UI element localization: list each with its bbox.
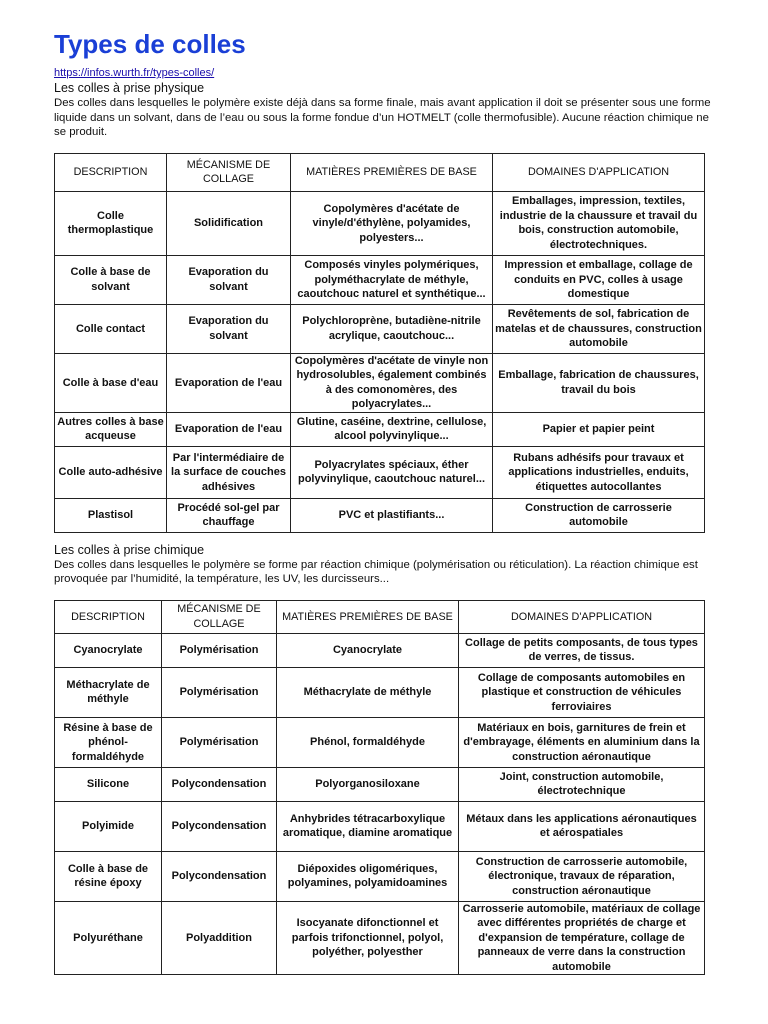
table-cell: Polymérisation — [162, 717, 277, 767]
table-cell: Collage de composants automobiles en plastique et construction de véhicules ferroviaires — [459, 667, 705, 717]
table-cell: Colle auto-adhésive — [55, 446, 167, 498]
table-cell: Polyacrylates spéciaux, éther polyvinylique, caoutchouc naturel... — [291, 446, 493, 498]
table-row — [55, 304, 705, 353]
table-cell: Colle thermoplastique — [55, 191, 167, 255]
table-cell: Impression et emballage, collage de conduits en PVC, colles à usage domestique — [493, 255, 705, 304]
table-cell: Copolymères d'acétate de vinyle non hydrosolubles, également combinés à des comonomères, des polyacrylates... — [291, 353, 493, 412]
table-cell: Carrosserie automobile, matériaux de collage avec différentes propriétés de charge et d'expansion de température, collage de panneaux de verre dans la construction automobile — [459, 901, 705, 975]
table-cell: Construction de carrosserie automobile — [493, 498, 705, 532]
table-cell: Joint, construction automobile, électrotechnique — [459, 767, 705, 801]
section-chemical-text: Des colles dans lesquelles le polymère se forme par réaction chimique (polymérisation ou réticulation). La réaction chimique est provoquée par l’humidité, la température, les UV, les durcisseurs... — [54, 558, 698, 586]
table-cell: Isocyanate difonctionnel et parfois trifonctionnel, polyol, polyéther, polyesther — [277, 901, 459, 975]
table-cell: Procédé sol-gel par chauffage — [167, 498, 291, 532]
table-row — [55, 667, 705, 717]
column-header: DESCRIPTION — [55, 153, 167, 191]
source-link[interactable]: https://infos.wurth.fr/types-colles/ — [54, 67, 215, 79]
table-cell: Rubans adhésifs pour travaux et applications industrielles, enduits, étiquettes autocollantes — [493, 446, 705, 498]
table-cell: Cyanocrylate — [55, 633, 162, 667]
column-header: MÉCANISME DE COLLAGE — [167, 153, 291, 191]
table-cell: Evaporation de l'eau — [167, 353, 291, 412]
table-cell: Diépoxides oligomériques, polyamines, polyamidoamines — [277, 851, 459, 901]
table-cell: Polymérisation — [162, 667, 277, 717]
table-row — [55, 353, 705, 412]
table-cell: Colle à base d'eau — [55, 353, 167, 412]
table-cell: Méthacrylate de méthyle — [277, 667, 459, 717]
table-cell: Evaporation de l'eau — [167, 412, 291, 446]
table-row — [55, 446, 705, 498]
table-cell: Polyorganosiloxane — [277, 767, 459, 801]
table-cell: Polycondensation — [162, 767, 277, 801]
table-cell: Composés vinyles polymériques, polyméthacrylate de méthyle, caoutchouc naturel et synthétique... — [291, 255, 493, 304]
table-row — [55, 767, 705, 801]
table-cell: Phénol, formaldéhyde — [277, 717, 459, 767]
table-cell: Emballages, impression, textiles, industrie de la chaussure et travail du bois, construction automobile, électrotechniques. — [493, 191, 705, 255]
table-cell: Colle contact — [55, 304, 167, 353]
column-header: MÉCANISME DE COLLAGE — [162, 600, 277, 633]
table-cell: PVC et plastifiants... — [291, 498, 493, 532]
table-cell: Plastisol — [55, 498, 167, 532]
table-row — [55, 498, 705, 532]
section-physical-text: Des colles dans lesquelles le polymère existe déjà dans sa forme finale, mais avant application il doit se présenter sous une forme liquide dans un solvant, dans de l’eau ou sous la forme fondue d’un HOTMELT (colle thermofusible). Aucune réaction chimique ne se produit. — [54, 97, 711, 139]
table-cell: Evaporation du solvant — [167, 255, 291, 304]
table-cell: Evaporation du solvant — [167, 304, 291, 353]
table-cell: Glutine, caséine, dextrine, cellulose, alcool polyvinylique... — [291, 412, 493, 446]
table-cell: Polyuréthane — [55, 901, 162, 975]
table-cell: Polychloroprène, butadiène-nitrile acrylique, caoutchouc... — [291, 304, 493, 353]
table-cell: Polymérisation — [162, 633, 277, 667]
table-cell: Par l'intermédiaire de la surface de couches adhésives — [167, 446, 291, 498]
table-row — [55, 717, 705, 767]
table-row — [55, 255, 705, 304]
table-cell: Silicone — [55, 767, 162, 801]
table-row — [55, 851, 705, 901]
table-row — [55, 801, 705, 851]
table-cell: Polyaddition — [162, 901, 277, 975]
table-row — [55, 901, 705, 975]
table-cell: Papier et papier peint — [493, 412, 705, 446]
page-title: Types de colles — [54, 29, 246, 59]
table-cell: Construction de carrosserie automobile, électronique, travaux de réparation, construction aéronautique — [459, 851, 705, 901]
column-header: MATIÈRES PREMIÈRES DE BASE — [277, 600, 459, 633]
table-cell: Emballage, fabrication de chaussures, travail du bois — [493, 353, 705, 412]
column-header: DESCRIPTION — [55, 600, 162, 633]
table-cell: Collage de petits composants, de tous types de verres, de tissus. — [459, 633, 705, 667]
table-row — [55, 412, 705, 446]
column-header: DOMAINES D'APPLICATION — [493, 153, 705, 191]
table-row — [55, 191, 705, 255]
table-cell: Revêtements de sol, fabrication de matelas et de chaussures, construction automobile — [493, 304, 705, 353]
table-cell: Cyanocrylate — [277, 633, 459, 667]
table-cell: Colle à base de solvant — [55, 255, 167, 304]
table-header-row — [55, 600, 705, 633]
table-cell: Métaux dans les applications aéronautiques et aérospatiales — [459, 801, 705, 851]
physical-glues-table — [54, 153, 705, 533]
table-row — [55, 633, 705, 667]
table-cell: Matériaux en bois, garnitures de frein et d'embrayage, éléments en aluminium dans la construction aéronautique — [459, 717, 705, 767]
table-cell: Copolymères d'acétate de vinyle/d'éthylène, polyamides, polyesters... — [291, 191, 493, 255]
chemical-glues-table — [54, 600, 705, 976]
section-physical-title: Les colles à prise physique — [54, 81, 205, 95]
table-cell: Polycondensation — [162, 801, 277, 851]
column-header: DOMAINES D'APPLICATION — [459, 600, 705, 633]
table-cell: Résine à base de phénol-formaldéhyde — [55, 717, 162, 767]
table-cell: Polyimide — [55, 801, 162, 851]
table-cell: Colle à base de résine époxy — [55, 851, 162, 901]
table-cell: Méthacrylate de méthyle — [55, 667, 162, 717]
table-header-row — [55, 153, 705, 191]
table-cell: Solidification — [167, 191, 291, 255]
table-cell: Anhybrides tétracarboxylique aromatique, diamine aromatique — [277, 801, 459, 851]
column-header: MATIÈRES PREMIÈRES DE BASE — [291, 153, 493, 191]
table-cell: Autres colles à base acqueuse — [55, 412, 167, 446]
section-chemical-title: Les colles à prise chimique — [54, 542, 205, 557]
table-cell: Polycondensation — [162, 851, 277, 901]
